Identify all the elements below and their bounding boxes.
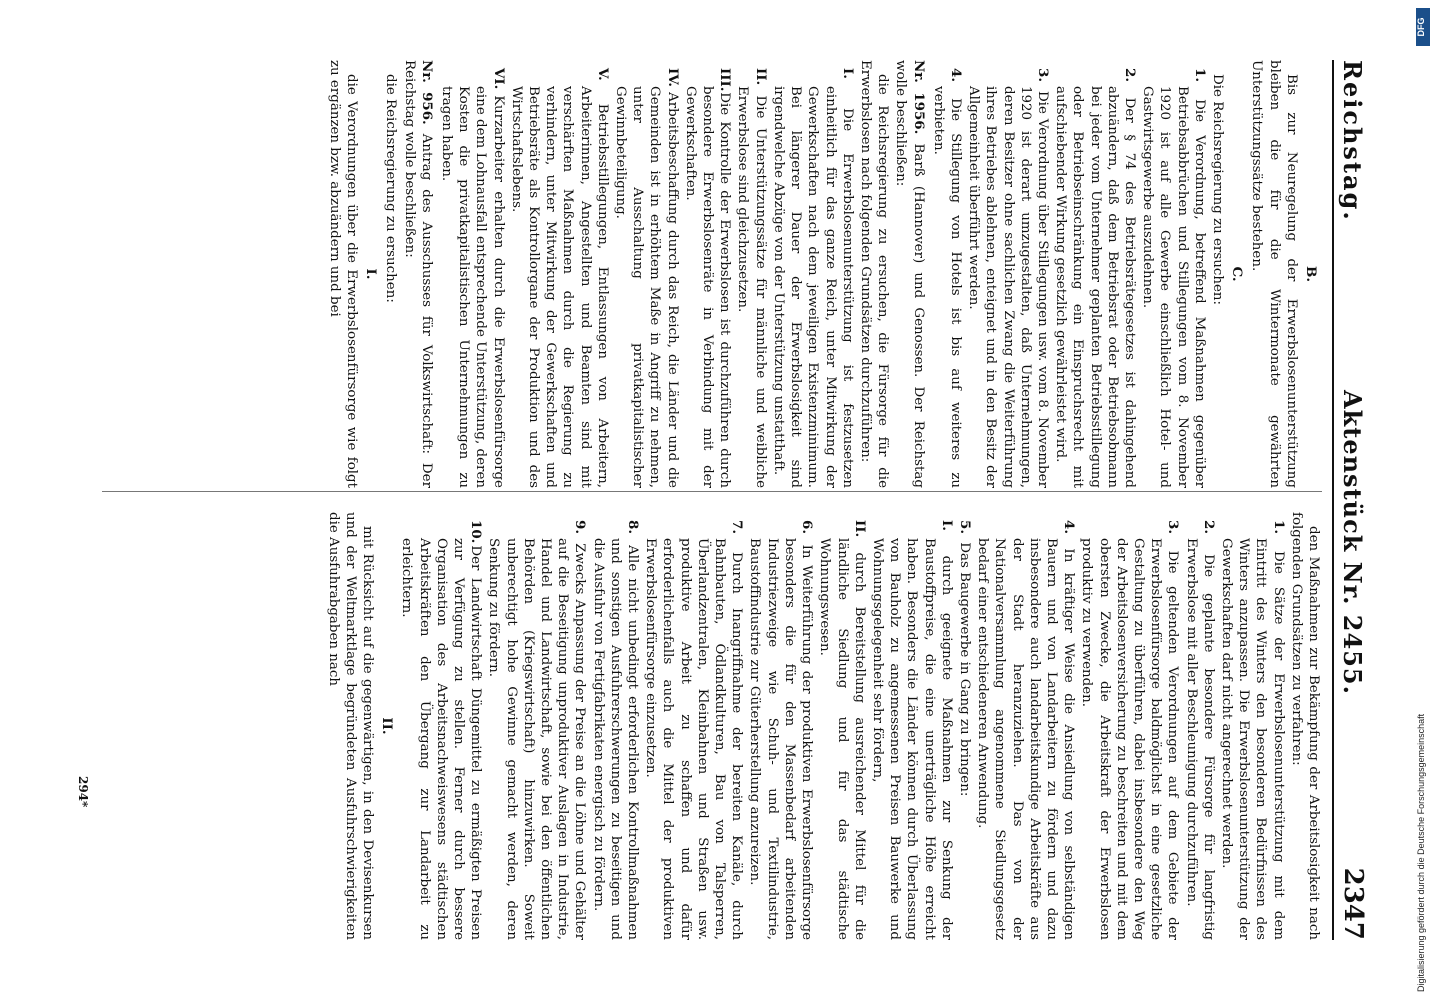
motion-entry [892, 60, 926, 488]
paragraph: die Reichsregierung zu ersuchen: [383, 74, 399, 303]
item-text: Die Sätze der Erwerbslosenunterstützung mit dem Eintritt des Winters den besonderen Bedürfnissen des Winters anzupassen. Die Erwerbslosenunterstützung der Gewerkschaften darf nicht angerechnet werden. [1218, 538, 1286, 940]
digitization-note-text: Digitalisierung gefördert durch die Deutsche Forschungsgemeinschaft [1416, 713, 1426, 992]
dfg-logo-label: DFG [1416, 17, 1426, 37]
numbered-item [746, 512, 815, 940]
column-divider [102, 491, 1322, 492]
item-number: 1. [1191, 68, 1208, 82]
item-text: In kräftiger Weise die Ansiedlung von selbständigen Bauern und von Landarbeitern zu fördern und dazu insbesondere auch landarbeitskundige Arbeitskräfte aus der Stadt heranzuziehen. Das von der Nationalversammlung angenommene Siedlungsgesetz bedarf einer entschiedeneren Anwendung. [975, 538, 1077, 940]
numbered-item [770, 60, 856, 488]
header-left-title: Reichstag. [1338, 60, 1367, 222]
item-number: 1. [1270, 520, 1287, 534]
motion-text: Antrag des Ausschusses für Volkswirtschaft: Der Reichstag wolle beschließen: [401, 60, 434, 488]
numbered-item [930, 60, 964, 488]
numbered-item [734, 60, 768, 488]
item-text: Die Unterstützungssätze für männliche und weibliche Erwerbslose sind gleichzusetzen. [735, 86, 768, 488]
numbered-item [589, 512, 641, 940]
item-number: III. [717, 68, 734, 92]
motion-text: Barß (Hannover) und Genossen. Der Reichstag wolle beschließen: [893, 60, 926, 488]
item-number: 7. [729, 520, 746, 534]
numbered-item [1052, 60, 1138, 488]
left-text-column [102, 60, 1322, 488]
numbered-item [1078, 512, 1181, 940]
dfg-logo [1416, 8, 1430, 46]
item-number: IV. [664, 68, 681, 87]
digitization-note [1416, 8, 1430, 992]
numbered-item [508, 60, 611, 488]
section-heading: B. [1303, 266, 1319, 282]
item-text: Die Stillegung von Hotels ist bis auf weiteres zu verbieten. [930, 86, 963, 488]
section-heading: II. [379, 717, 396, 735]
item-number: I. [938, 520, 955, 531]
section-heading: I. [363, 268, 380, 280]
item-text: In Weiterführung der produktiven Erwerbslosenfürsorge besonders die für den Massenbedarf arbeitenden Industriezweige wie Schuh- und Textilindustrie, Baustoffindustrie zur Güterherstellung anzureizen. [747, 538, 815, 940]
item-text: Kurzarbeiter erhalten durch die Erwerbslosenfürsorge eine dem Lohnausfall entsprechende Unterstützung, deren Kosten die privatkapitalistischen Unternehmungen zu tragen haben. [439, 86, 506, 488]
numbered-item [438, 60, 507, 488]
motion-entry [400, 60, 434, 488]
header-page-number: 2347 [1338, 867, 1368, 940]
page-header [1332, 60, 1374, 940]
numbered-item [682, 60, 734, 488]
numbered-item [642, 512, 745, 940]
section-heading: C. [1229, 266, 1246, 282]
item-number: 10. [468, 520, 485, 544]
item-text: Betriebsstillegungen, Entlassungen von Arbeitern, Arbeiterinnen, Angestellten und Beamten sind mit verschärften Maßnahmen durch die Regierung zu verhindern, unter Mitwirkung der Gewerkschaften und Betriebsräte als Kontrollorgane der Produktion und des Wirtschaftslebens. [508, 86, 610, 488]
item-text: Das Baugewerbe in Gang zu bringen: [956, 542, 972, 797]
paragraph: Die Reichsregierung zu ersuchen: [1209, 74, 1225, 306]
item-text: Durch Inangriffnahme der bereiten Kanäle, durch Bahnbauten, Ödlandkulturen, Bau von Talsperren, Überlandzentralen, Kleinbahnen und Straßen usw. produktive Arbeit zu schaffen und dafür erforderlichenfalls auch die Mittel der produktiven Erwerbslosenfürsorge einzusetzen. [643, 538, 745, 940]
item-text: Die geltenden Verordnungen auf dem Gebiete der Erwerbslosenfürsorge baldmöglichst in eine gesetzliche Gestaltung zu überführen, dabei insbesondere den Weg der Arbeitslosenversicherung zu beschreiten und mit dem obersten Zwecke, die Arbeitskraft der Erwerbslosen produktiv zu verwenden. [1079, 538, 1181, 940]
numbered-item [485, 512, 588, 940]
paragraph: den Maßnahmen zur Bekämpfung der Arbeitslosigkeit nach folgenden Grundsätzen zu verfahren: [1288, 512, 1321, 940]
item-number: VI. [490, 68, 507, 90]
numbered-item [974, 512, 1077, 940]
numbered-item [869, 512, 955, 940]
item-text: durch geeignete Maßnahmen zur Senkung der Baustoffpreise, die eine unerträgliche Höhe erreicht haben. Besonders die Länder können durch Überlassung von Bauholz zu angemessenen Preisen Bauwerke und Wohnungsgelegenheit sehr fördern, [869, 538, 954, 940]
item-number: V. [594, 68, 611, 81]
item-number: 6. [799, 520, 816, 534]
item-text: Alle nicht unbedingt erforderlichen Kontrollmaßnahmen und sonstigen Ausfuhrerschwerungen zu beseitigen und die Ausfuhr von Fertigfabrikaten energisch zu fördern. [590, 538, 641, 940]
numbered-item [816, 512, 868, 940]
numbered-item [398, 512, 484, 940]
item-text: Die Kontrolle der Erwerbslosen ist durchzuführen durch besondere Erwerbslosenräte in Verbindung mit der Gewerkschaften. [682, 86, 733, 488]
item-number: 4. [1061, 520, 1078, 534]
item-number: II. [851, 520, 868, 538]
item-number: 8. [625, 520, 642, 534]
numbered-item [612, 60, 681, 488]
item-text: Arbeitsbeschaffung durch das Reich, die Länder und die Gemeinden ist in erhöhtem Maße in Angriff zu nehmen, unter Ausschaltung privatkapitalistischer Gewinnbeteiligung. [613, 86, 680, 488]
numbered-item [956, 512, 973, 940]
item-text: Die Verordnung über Stillegungen usw. vom 8. November 1920 ist derart umzugestalten, daß Unternehmungen, deren Besitzer ohne sachlichen Zwang die Weiterführung ihres Betriebes ablehnen, enteignet und in den Besitz der Allgemeinheit überführt werden. [966, 86, 1050, 488]
item-number: 4. [947, 68, 964, 82]
item-text: Zwecks Anpassung der Preise an die Löhne und Gehälter auf die Beseitigung unproduktiver Auslagen in Industrie, Handel und Landwirtschaft, sowie bei den öffentlichen Behörden (Kriegswirtschaft) hinzuwirken. Soweit unberechtigt hohe Gewinne gemacht werden, deren Senkung zu fördern. [486, 538, 588, 940]
paragraph: mit Rücksicht auf die gegenwärtigen, in den Devisenkursen und der Weltmarktlage begründeten Ausfuhrschwierigkeiten die Ausfuhrabgaben nach [325, 512, 376, 940]
item-text: Die geplante besondere Fürsorge für langfristig Erwerbslose mit aller Beschleunigung durchzuführen. [1183, 538, 1216, 940]
item-text: Der § 74 des Betriebsrätegesetzes ist dahingehend abzuändern, daß dem Betriebsrat oder Betriebsobmann bei jeder vom Unternehmer geplanten Betriebsstillegung oder Betriebseinschränkung ein Einspruchsrecht mit aufschiebender Wirkung gesetzlich gewährleistet wird. [1053, 86, 1137, 488]
item-text: Die Erwerbslosenunterstützung ist festzusetzen einheitlich für das ganze Reich, unter Mitwirkung der Gewerkschaften nach dem jeweiligen Existenzminimum. Bei längerer Dauer der Erwerbslosigkeit sind irgendwelche Abzüge von der Unterstützung unstatthaft. [770, 86, 855, 488]
item-number: 2. [1121, 68, 1138, 82]
item-number: 9. [572, 520, 589, 534]
item-number: 2. [1200, 520, 1217, 534]
motion-number: Nr. 956. [418, 60, 435, 125]
motion-number: Nr. 1956. [910, 60, 927, 135]
paragraph: Bis zur Neuregelung der Erwerbslosenunterstützung bleiben die für die Wintermonate gewährten Unterstützungssätze bestehen. [1249, 60, 1299, 488]
paragraph: die Verordnungen über die Erwerbslosenfürsorge wie folgt zu ergänzen bzw. abzuändern und bei [326, 60, 360, 488]
item-text: Die Verordnung, betreffend Maßnahmen gegenüber Betriebsabbrüchen und Stillegungen vom 8. November 1920 ist auf alle Gewerbe einschließlich Hotel- und Gastwirtsgewerbe auszudehnen. [1140, 86, 1207, 488]
item-number: 3. [1165, 520, 1182, 534]
header-document-number: Aktenstück Nr. 2455. [1338, 390, 1367, 695]
item-text: durch Bereitstellung ausreichender Mittel für die ländliche Siedlung und für das städtische Wohnungswesen. [817, 538, 867, 940]
numbered-item [1139, 60, 1208, 488]
item-number: II. [752, 68, 769, 86]
item-number: I. [839, 68, 856, 79]
item-number: 5. [956, 520, 973, 534]
numbered-item [965, 60, 1051, 488]
item-text: Der Landwirtschaft Düngemittel zu ermäßigten Preisen zur Verfügung zu stellen. Ferner durch bessere Organisation des Arbeitsnachweiswesens städtischen Arbeitskräften den Übergang zur Landarbeit zu erleichtern. [399, 538, 484, 940]
signature-mark: 294* [76, 776, 90, 808]
right-text-column [102, 512, 1322, 940]
numbered-item [1182, 512, 1216, 940]
numbered-item [1218, 512, 1287, 940]
item-number: 3. [1034, 68, 1051, 82]
paragraph: die Reichsregierung zu ersuchen, die Fürsorge für die Erwerbslosen nach folgenden Grundsätzen durchzuführen: [857, 60, 891, 488]
